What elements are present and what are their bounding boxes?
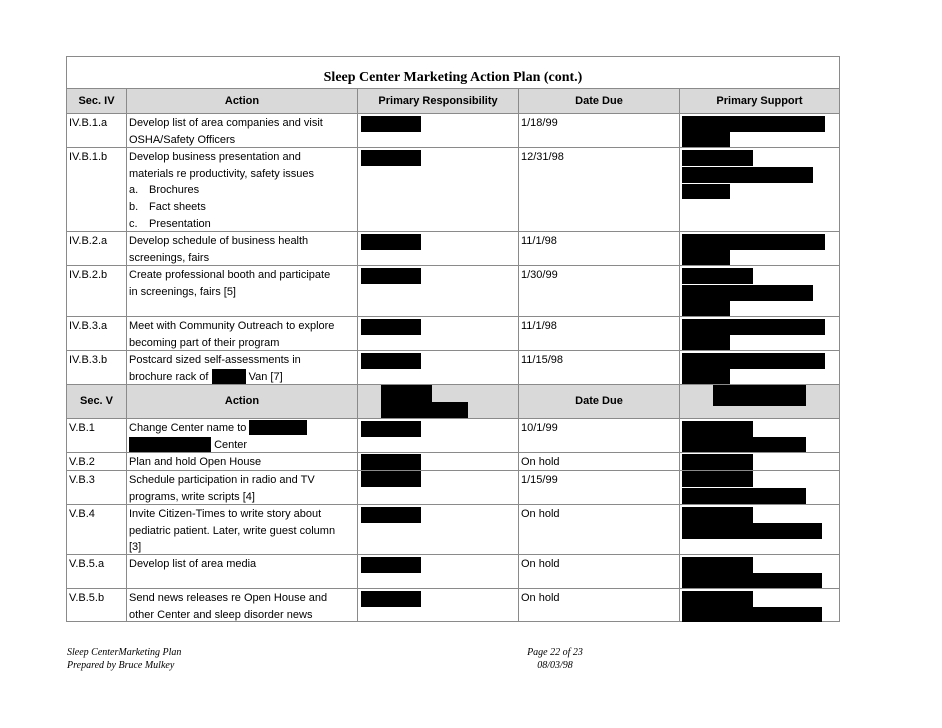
row-support [679,266,839,316]
row-sec: IV.B.3.b [69,354,108,366]
row-date: On hold [518,453,679,470]
action-line: pediatric patient. Later, write guest column [129,524,336,537]
row-action [126,266,357,316]
row-action [126,589,357,621]
redaction-block [361,557,421,573]
action-line: Plan and hold Open House [129,456,262,468]
responsibility-header [357,385,518,418]
row-support [679,453,839,470]
redaction-block [361,353,421,369]
row-action [126,148,357,231]
redaction-block [682,437,806,452]
row-sec: V.B.5.a [69,558,105,570]
row-support [679,232,839,265]
redaction-block [682,573,822,588]
redaction-block [682,167,813,183]
action-line: Postcard sized self-assessments in [129,354,301,366]
redaction-block [682,353,825,369]
sec-v-header: Sec. V [79,395,114,408]
action-plan-table [66,56,840,622]
row-responsibility [357,317,518,350]
row-responsibility [357,148,518,231]
row-sec: IV.B.1.b [69,151,108,163]
row-date: On hold [518,505,679,554]
redaction-block [249,420,307,435]
footer-left [67,646,181,672]
action-line: programs, write scripts [4] [129,490,255,503]
row-date: On hold [518,589,679,621]
redaction-block [361,319,421,335]
redaction-block [682,285,813,301]
action-header: Action [126,385,357,418]
action-line: brochure rack of Van [7] [129,370,283,383]
row-date: 1/30/99 [518,266,679,316]
table-row [67,114,839,148]
row-date: On hold [518,555,679,588]
redaction-block [381,402,468,418]
row-action [126,317,357,350]
row-action [126,419,357,452]
sub-item: c. Presentation [129,217,211,230]
footer-author: Prepared by Bruce Mulkey [67,660,175,671]
date-due-header: Date Due [518,385,679,418]
footer-date: 08/03/98 [537,660,573,671]
responsibility-header: Primary Responsibility [357,89,518,113]
redaction-block [682,234,825,250]
redaction-block [381,385,432,402]
row-action [126,351,357,384]
redaction-block [682,488,806,504]
redaction-block [682,607,822,622]
row-responsibility [357,114,518,147]
row-sec: IV.B.2.a [69,235,108,247]
row-responsibility [357,453,518,470]
row-date: 11/15/98 [518,351,679,384]
action-line: Change Center name to [129,420,355,437]
row-sec: V.B.1 [69,422,95,434]
action-line: Develop list of area companies and visit [129,117,323,129]
footer-doc-title: Sleep CenterMarketing Plan [67,647,182,658]
table-row [67,232,839,266]
footer-page-number: Page 22 of 23 [527,647,583,658]
redaction-block [682,250,730,265]
row-action [126,471,357,504]
row-sec: IV.B.2.b [69,269,108,281]
redaction-block [682,454,753,470]
redaction-block [361,421,421,437]
redaction-block [682,471,753,487]
redaction-block [212,369,246,384]
row-date: 11/1/98 [518,232,679,265]
action-line: Send news releases re Open House and [129,592,328,604]
row-support [679,555,839,588]
date-due-header: Date Due [518,89,679,113]
action-line: [3] [129,541,142,554]
row-date: 1/15/99 [518,471,679,504]
action-line: OSHA/Safety Officers [129,133,236,146]
table-row [67,471,839,505]
row-support [679,589,839,621]
section-iv-header-row [67,89,839,114]
redaction-block [682,268,753,284]
redaction-block [361,150,421,166]
row-action [126,232,357,265]
row-action [126,114,357,147]
row-responsibility [357,505,518,554]
redaction-block [361,591,421,607]
redaction-block [361,507,421,523]
table-row [67,148,839,232]
action-line: materials re productivity, safety issues [129,167,315,180]
table-row [67,419,839,453]
redaction-block [361,471,421,487]
section-v-header-row [67,385,839,419]
support-header [679,385,839,418]
redaction-block [713,385,806,406]
row-support [679,114,839,147]
redaction-block [682,319,825,335]
row-action [126,555,357,588]
row-responsibility [357,471,518,504]
redaction-block [682,523,822,539]
action-line: Schedule participation in radio and TV [129,474,315,486]
redaction-block [682,116,825,132]
row-responsibility [357,351,518,384]
redaction-block [682,132,730,147]
row-support [679,351,839,384]
table-row [67,317,839,351]
redaction-block [682,507,753,523]
table-row [67,589,839,621]
redaction-block [361,268,421,284]
redaction-block [682,301,730,316]
redaction-block [682,184,730,199]
row-sec: V.B.3 [69,474,95,486]
redaction-block [361,454,421,470]
row-responsibility [357,266,518,316]
redaction-block [682,150,753,166]
redaction-block [361,116,421,132]
row-support [679,317,839,350]
redaction-block [682,591,753,607]
row-action [126,453,357,470]
footer-right [500,646,610,672]
table-row [67,505,839,555]
row-sec: V.B.5.b [69,592,105,604]
redaction-block [682,369,730,384]
row-responsibility [357,232,518,265]
row-support [679,419,839,452]
sub-item: a. Brochures [129,184,200,197]
table-title: Sleep Center Marketing Action Plan (cont.) [67,57,839,89]
action-line: screenings, fairs [129,251,210,264]
redaction-block [682,557,753,573]
action-line: becoming part of their program [129,336,280,349]
row-responsibility [357,555,518,588]
action-line: Develop list of area media [129,558,257,570]
redaction-block [682,335,730,350]
row-date: 12/31/98 [518,148,679,231]
row-date: 1/18/99 [518,114,679,147]
redaction-block [682,421,753,437]
action-line: in screenings, fairs [5] [129,285,236,298]
sub-item: b. Fact sheets [129,201,206,214]
action-line: Center [129,437,355,454]
row-responsibility [357,419,518,452]
row-date: 11/1/98 [518,317,679,350]
action-line: Invite Citizen-Times to write story about [129,508,322,520]
action-line: Meet with Community Outreach to explore [129,320,335,332]
action-line: Develop business presentation and [129,151,301,163]
table-row [67,351,839,385]
sec-iv-header: Sec. IV [78,94,115,107]
row-sec: V.B.4 [69,508,95,520]
row-sec: IV.B.1.a [69,117,108,129]
action-header: Action [126,89,357,113]
redaction-block [361,234,421,250]
row-sec: V.B.2 [69,456,95,468]
row-responsibility [357,589,518,621]
action-line: other Center and sleep disorder news [129,608,313,621]
redaction-block [129,437,211,452]
row-support [679,148,839,231]
action-line: Create professional booth and participate [129,269,331,281]
support-header: Primary Support [679,89,839,113]
table-row [67,453,839,471]
row-sec: IV.B.3.a [69,320,108,332]
row-date: 10/1/99 [518,419,679,452]
row-support [679,471,839,504]
action-line: Develop schedule of business health [129,235,309,247]
row-support [679,505,839,554]
row-action [126,505,357,554]
table-row [67,555,839,589]
table-row [67,266,839,317]
